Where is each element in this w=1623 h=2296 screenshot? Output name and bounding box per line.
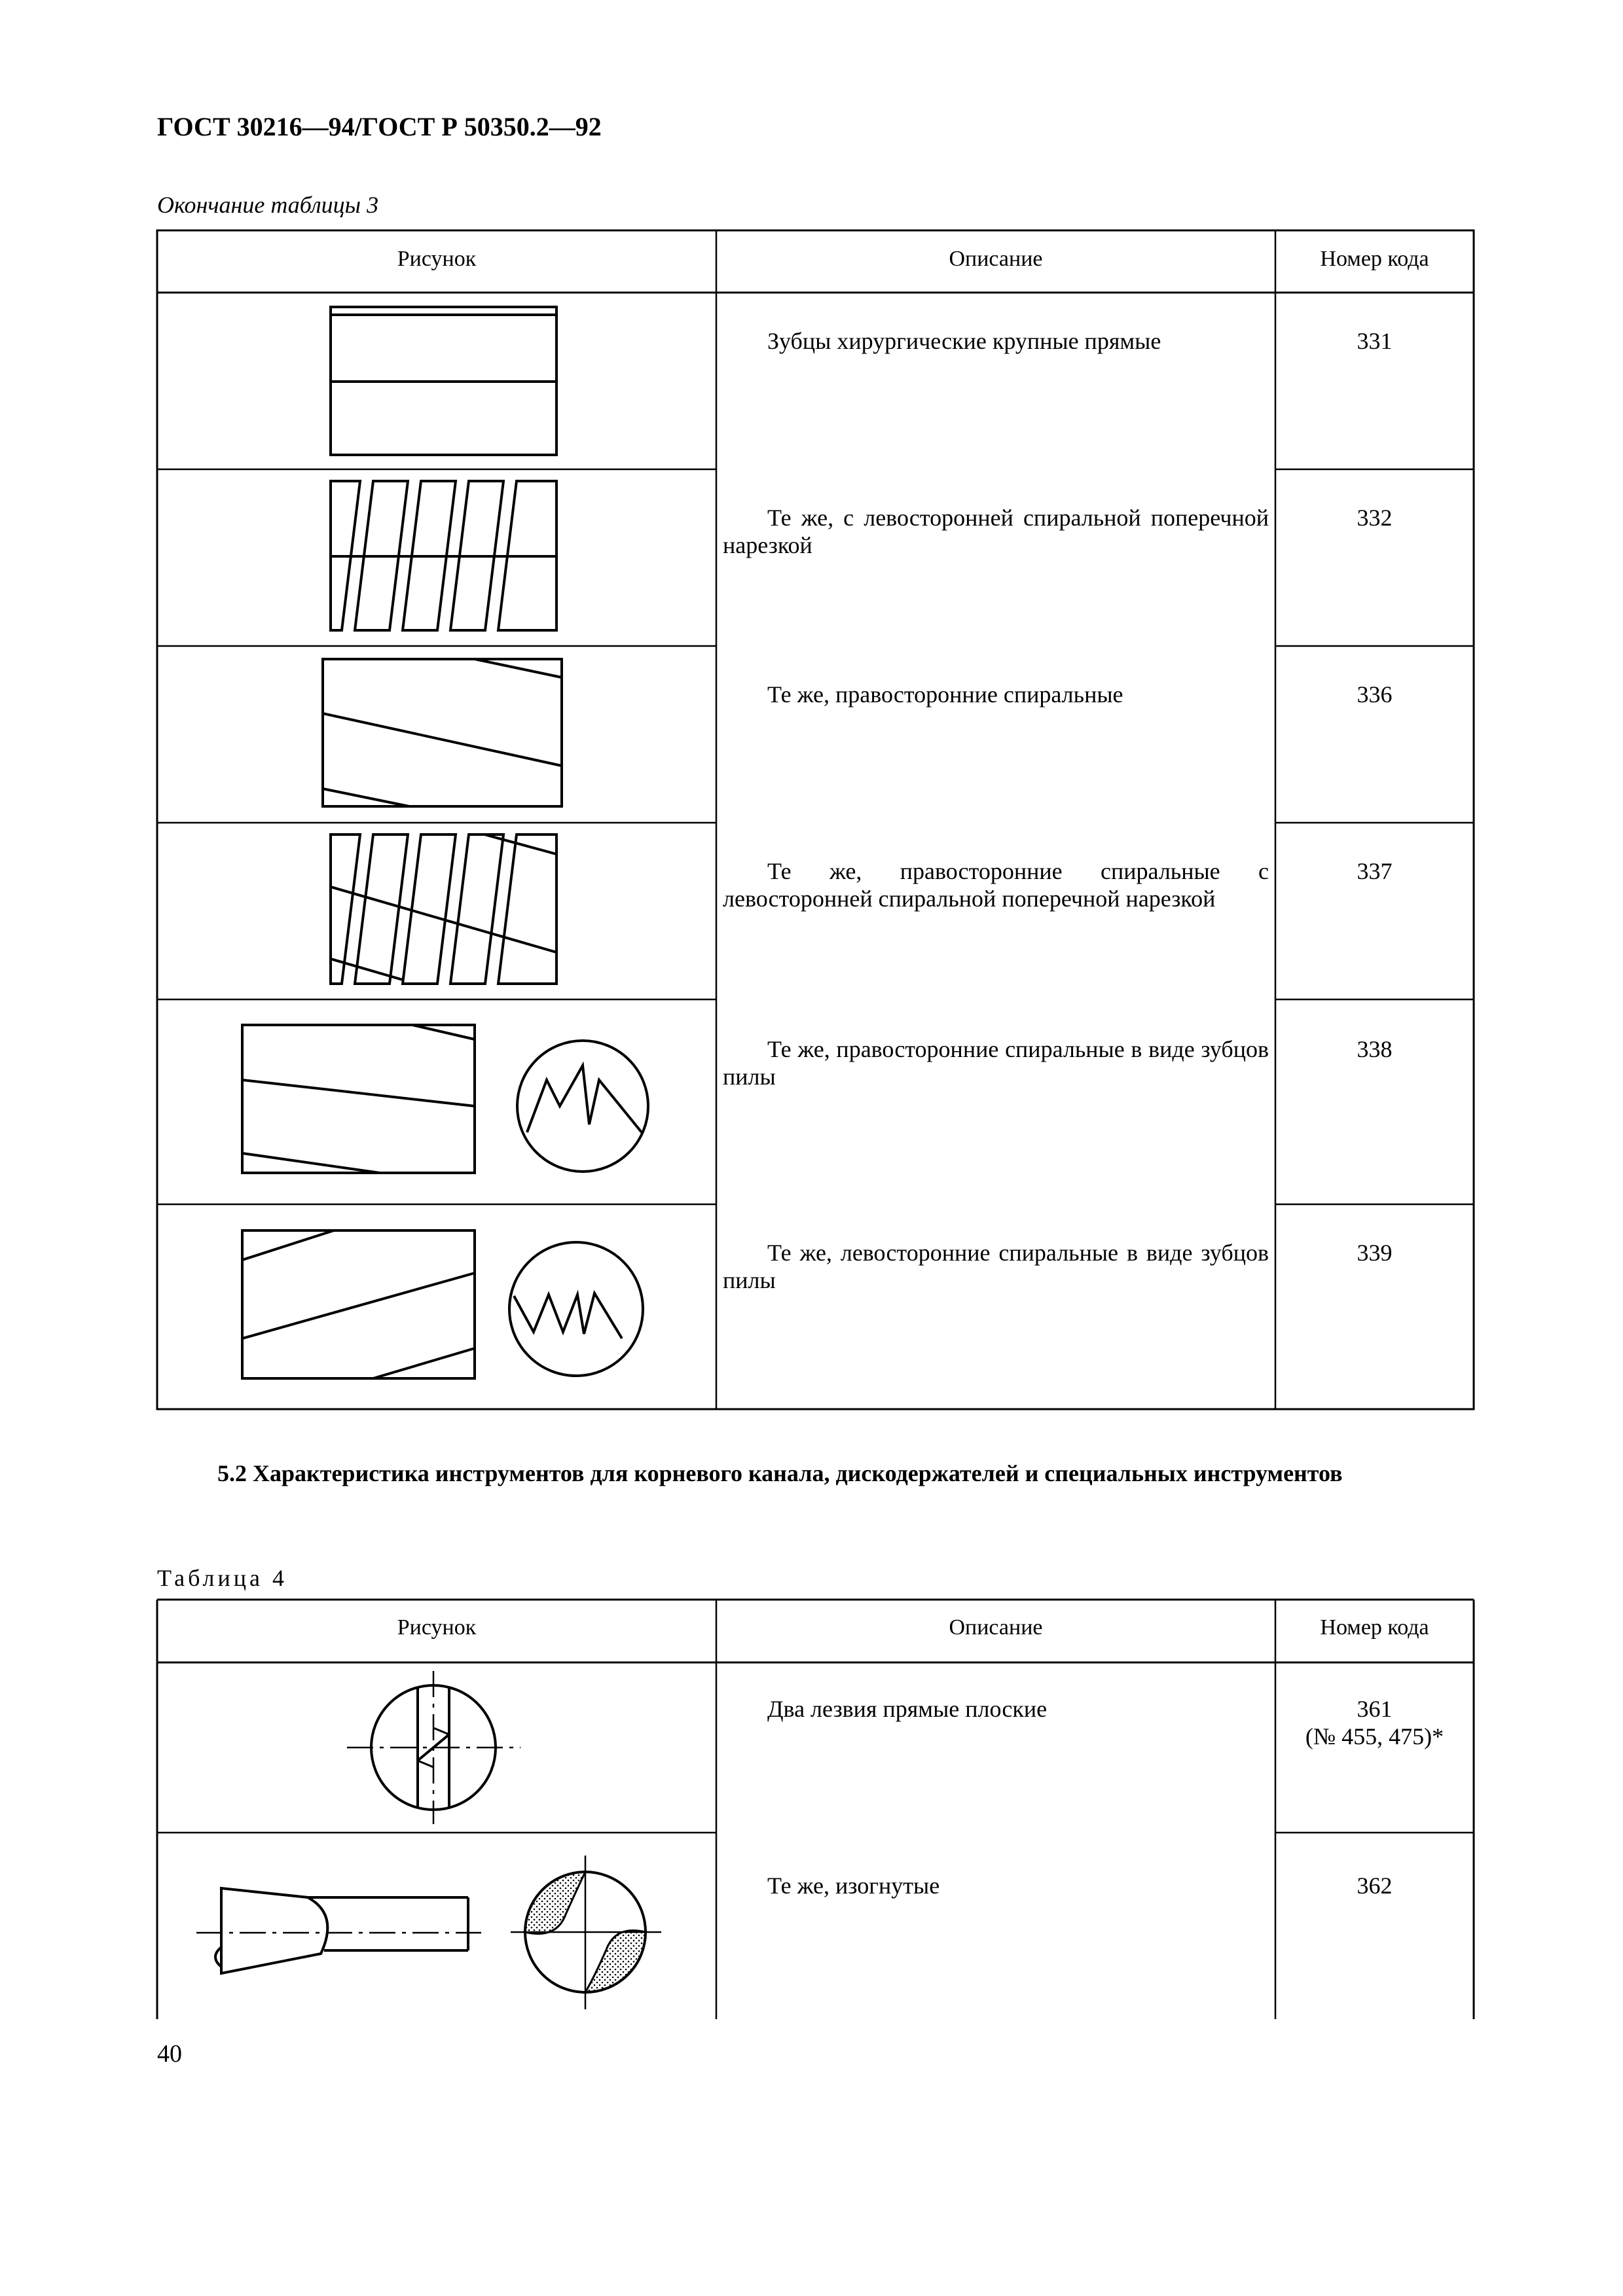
t3-code-332: 332 [1357,505,1393,531]
t3-desc-339: Те же, левосторонние спиральные в виде зубцов пилы [723,1240,1269,1293]
t3-desc-336: Те же, правосторонние спиральные [767,681,1123,708]
t4-code-361-note: (№ 455, 475)* [1305,1723,1444,1749]
document-header: ГОСТ 30216—94/ГОСТ Р 50350.2—92 [157,112,602,141]
two-blades-curved-icon [190,1842,674,2013]
t4-code-361-value: 361 [1357,1696,1393,1722]
page-number: 40 [157,2040,182,2068]
t3-header-description: Описание [949,247,1043,271]
t3-code-336: 336 [1357,681,1393,708]
t3-code-337: 337 [1357,858,1393,884]
t3-desc-331: Зубцы хирургические крупные прямые [767,328,1161,354]
t4-header-description: Описание [949,1615,1043,1640]
t3-header-figure: Рисунок [397,247,477,271]
t3-desc-332: Те же, с левосторонней спиральной поперечной нарезкой [723,505,1269,558]
t3-code-339: 339 [1357,1240,1393,1266]
t3-desc-338: Те же, правосторонние спиральные в виде зубцов пилы [723,1036,1269,1090]
t4-code-361 [1275,1695,1474,1750]
t4-header-figure: Рисунок [397,1615,477,1640]
t4-code-362: 362 [1357,1873,1393,1899]
two-blades-flat-icon [340,1666,537,1829]
table3-caption: Окончание таблицы 3 [157,192,379,218]
t4-header-code: Номер кода [1320,1615,1429,1640]
section-heading: 5.2 Характеристика инструментов для корневого канала, дискодержателей и специальных инструментов [217,1460,1343,1486]
t3-code-331: 331 [1357,328,1393,354]
t3-desc-337: Те же, правосторонние спиральные с левосторонней спиральной поперечной нарезкой [723,858,1269,912]
t3-code-338: 338 [1357,1036,1393,1062]
t4-desc-361: Два лезвия прямые плоские [767,1696,1048,1722]
t4-desc-362: Те же, изогнутые [767,1873,940,1899]
t3-header-code: Номер кода [1320,247,1429,271]
table4-caption: Таблица 4 [157,1565,287,1591]
